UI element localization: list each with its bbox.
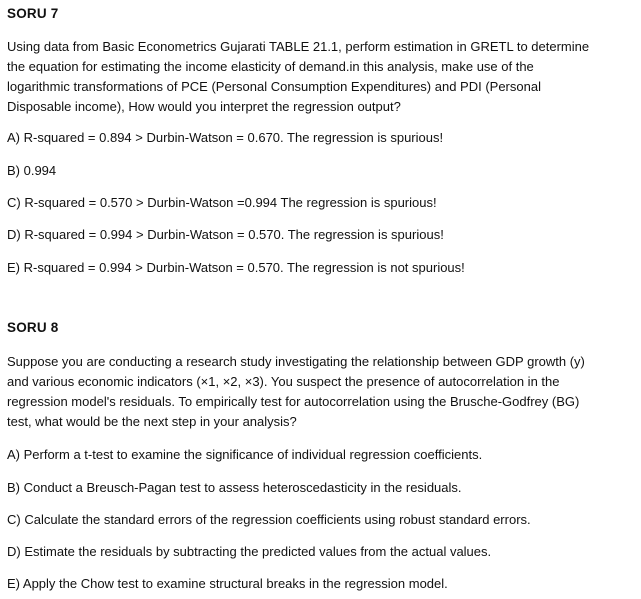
question-7-line: the equation for estimating the income elasticity of demand.in this analysis, make use of the (7, 59, 534, 74)
question-8-line: regression model's residuals. To empirically test for autocorrelation using the Brusche-Godfrey (BG) (7, 394, 580, 409)
question-7-line: logarithmic transformations of PCE (Personal Consumption Expenditures) and PDI (Personal (7, 79, 541, 94)
question-8-option-d: D) Estimate the residuals by subtracting the predicted values from the actual values. (7, 544, 492, 559)
question-7-text (7, 37, 637, 117)
question-7-line: Using data from Basic Econometrics Gujarati TABLE 21.1, perform estimation in GRETL to determine (7, 39, 590, 54)
question-7-option-c: C) R-squared = 0.570 > Durbin-Watson =0.994 The regression is spurious! (7, 195, 437, 210)
question-7-option-a: A) R-squared = 0.894 > Durbin-Watson = 0.670. The regression is spurious! (7, 130, 444, 145)
question-8-option-a: A) Perform a t-test to examine the significance of individual regression coefficients. (7, 447, 483, 462)
question-8-line: and various economic indicators (×1, ×2, ×3). You suspect the presence of autocorrelation in the (7, 374, 560, 389)
question-7-title: SORU 7 (7, 6, 59, 21)
question-8-line: test, what would be the next step in your analysis? (7, 414, 297, 429)
question-7-option-e: E) R-squared = 0.994 > Durbin-Watson = 0.570. The regression is not spurious! (7, 260, 465, 275)
question-8-text (7, 352, 637, 432)
question-8-option-e: E) Apply the Chow test to examine structural breaks in the regression model. (7, 576, 448, 591)
question-8-option-b: B) Conduct a Breusch-Pagan test to assess heteroscedasticity in the residuals. (7, 480, 462, 495)
question-7-line: Disposable income), How would you interpret the regression output? (7, 99, 401, 114)
question-7-option-d: D) R-squared = 0.994 > Durbin-Watson = 0.570. The regression is spurious! (7, 227, 444, 242)
question-8-option-c: C) Calculate the standard errors of the regression coefficients using robust standard errors. (7, 512, 531, 527)
question-8-title: SORU 8 (7, 320, 59, 335)
question-7-option-b: B) 0.994 (7, 163, 57, 178)
question-8-line: Suppose you are conducting a research study investigating the relationship between GDP growth (y) (7, 354, 585, 369)
